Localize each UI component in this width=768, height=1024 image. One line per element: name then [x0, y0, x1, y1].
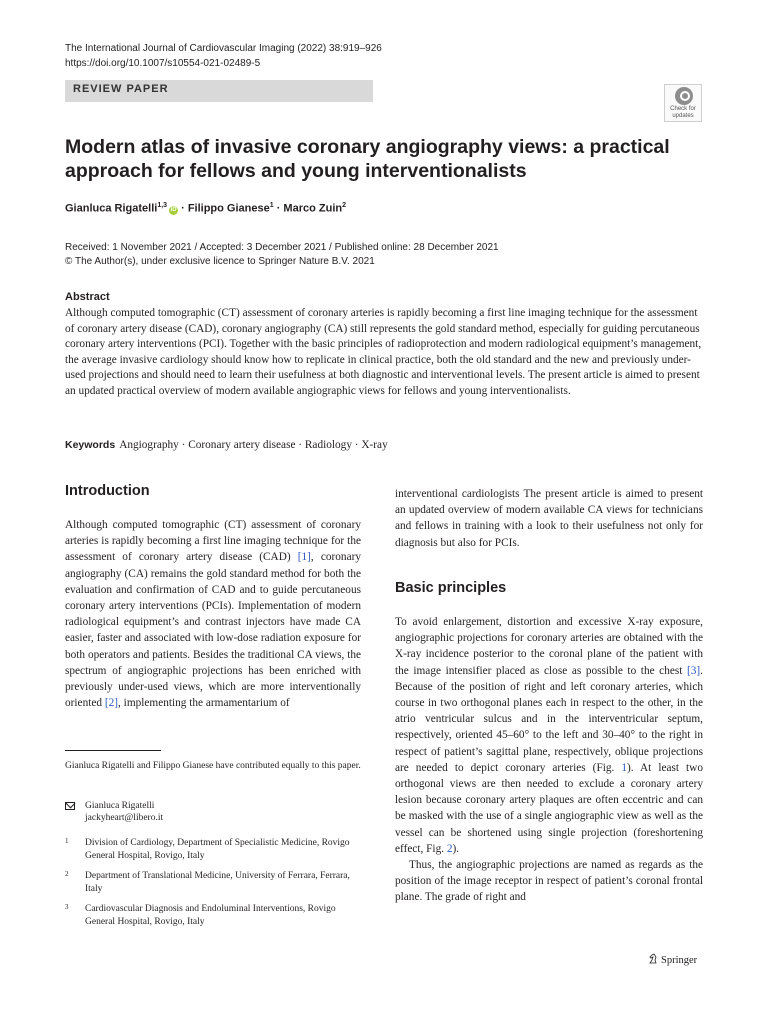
introduction-heading: Introduction [65, 483, 150, 499]
affiliation-text: Cardiovascular Diagnosis and Endoluminal Interventions, Rovigo General Hospital, Rovigo, Italy [85, 904, 336, 927]
corresponding-author [65, 800, 361, 828]
springer-chess-knight-icon [648, 953, 658, 964]
author-affiliation-sup: 1 [269, 202, 274, 209]
affiliation-number: 1 [65, 837, 69, 845]
author-affiliation-sup: 1,3 [157, 202, 168, 209]
journal-header [65, 41, 382, 71]
publication-dates [65, 241, 499, 269]
received-accepted-published: Received: 1 November 2021 / Accepted: 3 December 2021 / Published online: 28 December 2021 [65, 242, 499, 253]
citation-link[interactable]: [3] [686, 664, 701, 677]
affiliation-item [65, 837, 361, 865]
keywords [65, 438, 388, 453]
section-label-bar [65, 80, 373, 102]
intro-text-part: Although computed tomographic (CT) assessment of coronary arteries is rapidly becoming a first line imaging technique for the assessment of coronary artery disease (CAD) [65, 519, 361, 564]
basic-principles-heading: Basic principles [395, 580, 507, 596]
keywords-label: Keywords [65, 439, 116, 451]
basic-principles-paragraph: Thus, the angiographic projections are named as regards as the position of the image receptor in respect of patient’s coronal frontal plane. The grade of right and [395, 859, 703, 904]
basic-principles-paragraph [395, 614, 703, 857]
author-affiliation-sup: 2 [342, 202, 346, 209]
doi-link[interactable]: https://doi.org/10.1007/s10554-021-02489-5 [65, 58, 261, 69]
intro-text-part: , implementing the armamentarium of [118, 697, 290, 710]
author-separator: · [273, 202, 284, 215]
affiliation-text: Division of Cardiology, Department of Specialistic Medicine, Rovigo General Hospital, Rovigo, Italy [85, 838, 350, 861]
author-name[interactable]: Gianluca Rigatelli [65, 202, 158, 215]
figure-link[interactable]: 2 [446, 842, 453, 855]
bp-text-part: ). [452, 842, 460, 855]
figure-link[interactable]: 1 [621, 761, 628, 774]
affiliation-text: Department of Translational Medicine, University of Ferrara, Ferrara, Italy [85, 871, 350, 894]
copyright-line: © The Author(s), under exclusive licence to Springer Nature B.V. 2021 [65, 256, 375, 267]
abstract-heading: Abstract [65, 291, 110, 303]
citation-link[interactable]: [2] [104, 697, 119, 710]
publisher-footer [648, 953, 697, 966]
citation-link[interactable]: [1] [297, 551, 311, 564]
author-name[interactable]: Marco Zuin [283, 202, 343, 215]
author-separator: · [178, 202, 188, 215]
orcid-icon[interactable]: iD [170, 206, 177, 213]
section-label: REVIEW PAPER [73, 83, 169, 95]
corresponding-email[interactable]: jackyheart@libero.it [85, 813, 164, 823]
introduction-continuation: interventional cardiologists The present article is aimed to present an updated overview of modern available CA views for technicians and fellows in training with a look to their usefulness not only for diagnosis but also for PCIs. [395, 488, 703, 549]
basic-principles-body [395, 614, 703, 906]
check-for-updates-badge[interactable] [664, 84, 702, 122]
bp-text-part: . Because of the position of right and left coronary arteries, which course in two orthogonal planes each in respect to the other, in the atrio ventricular sulcus and in the interventricular septum, respectively, oriented 45–60° to the left and 30–40° to the right in respect of patient’s sagittal plane, respectively, oblique projections are needed to depict coronary arteries (Fig. [395, 664, 703, 774]
journal-citation: The International Journal of Cardiovascular Imaging (2022) 38:919–926 [65, 43, 382, 54]
affiliation-number: 2 [65, 870, 69, 878]
author-name[interactable]: Filippo Gianese [187, 202, 270, 215]
envelope-icon [65, 802, 75, 810]
intro-text-part: , coronary angiography (CA) remains the gold standard method for both the evaluation and confirmation of CAD and to guide percutaneous coronary artery interventions (PCIs). Implementation of modern radiological equipment’s and contrast injectors have made CA easier, faster and associated with low-dose radiation exposure for both operators and patients. Besides the traditional CA views, the spectrum of angiographic projections has been enriched with previously under-used views, which are more interventionally oriented [65, 551, 361, 710]
paper-title: Modern atlas of invasive coronary angiography views: a practical approach for fellows and young interventionalists [65, 136, 670, 182]
bp-text-part: To avoid enlargement, distortion and excessive X-ray exposure, angiographic projections for coronary arteries are obtained with the X-ray incidence posterior to the coronal plane of the patient with the image intensifier placed as close as possible to the chest [395, 616, 703, 677]
publisher-name: Springer [661, 955, 698, 966]
check-updates-icon [675, 87, 693, 105]
check-updates-label: Check for updates [670, 106, 696, 119]
bp-text-part: ). At least two orthogonal views are then needed to exclude a coronary artery lesion because coronary artery plaques are often eccentric and can be masked with the use of a single angiographic view as well as the vessel can be shortened using single projection (foreshortening effect, Fig. [395, 761, 703, 855]
abstract-text: Although computed tomographic (CT) assessment of coronary arteries is rapidly becoming a first line imaging technique for the assessment of coronary artery disease (CAD), coronary angiography (CA) still represents the gold standard method, especially for guiding percutaneous coronary artery interventions (PCI). Together with the basic principles of radioprotection and modern radiological equipment’s management, the average invasive cardiology should know how to replicate in clinical practice, both the old standard and the new and previously under-used projections and should need to learn their usefulness at both diagnostic and interventional levels. The present article is aimed to present an updated practical overview of modern available angiographic views for fellows and young interventionalists. [65, 307, 702, 397]
author-list [65, 202, 346, 215]
affiliation-item [65, 903, 361, 931]
corresponding-name: Gianluca Rigatelli [85, 801, 155, 811]
affiliation-item [65, 870, 361, 898]
keywords-list: Angiography · Coronary artery disease · Radiology · X-ray [119, 439, 388, 451]
affiliation-number: 3 [65, 903, 69, 911]
introduction-paragraph [65, 517, 361, 711]
equal-contribution-note: Gianluca Rigatelli and Filippo Gianese have contributed equally to this paper. [65, 761, 361, 771]
footnote-divider [65, 750, 161, 751]
